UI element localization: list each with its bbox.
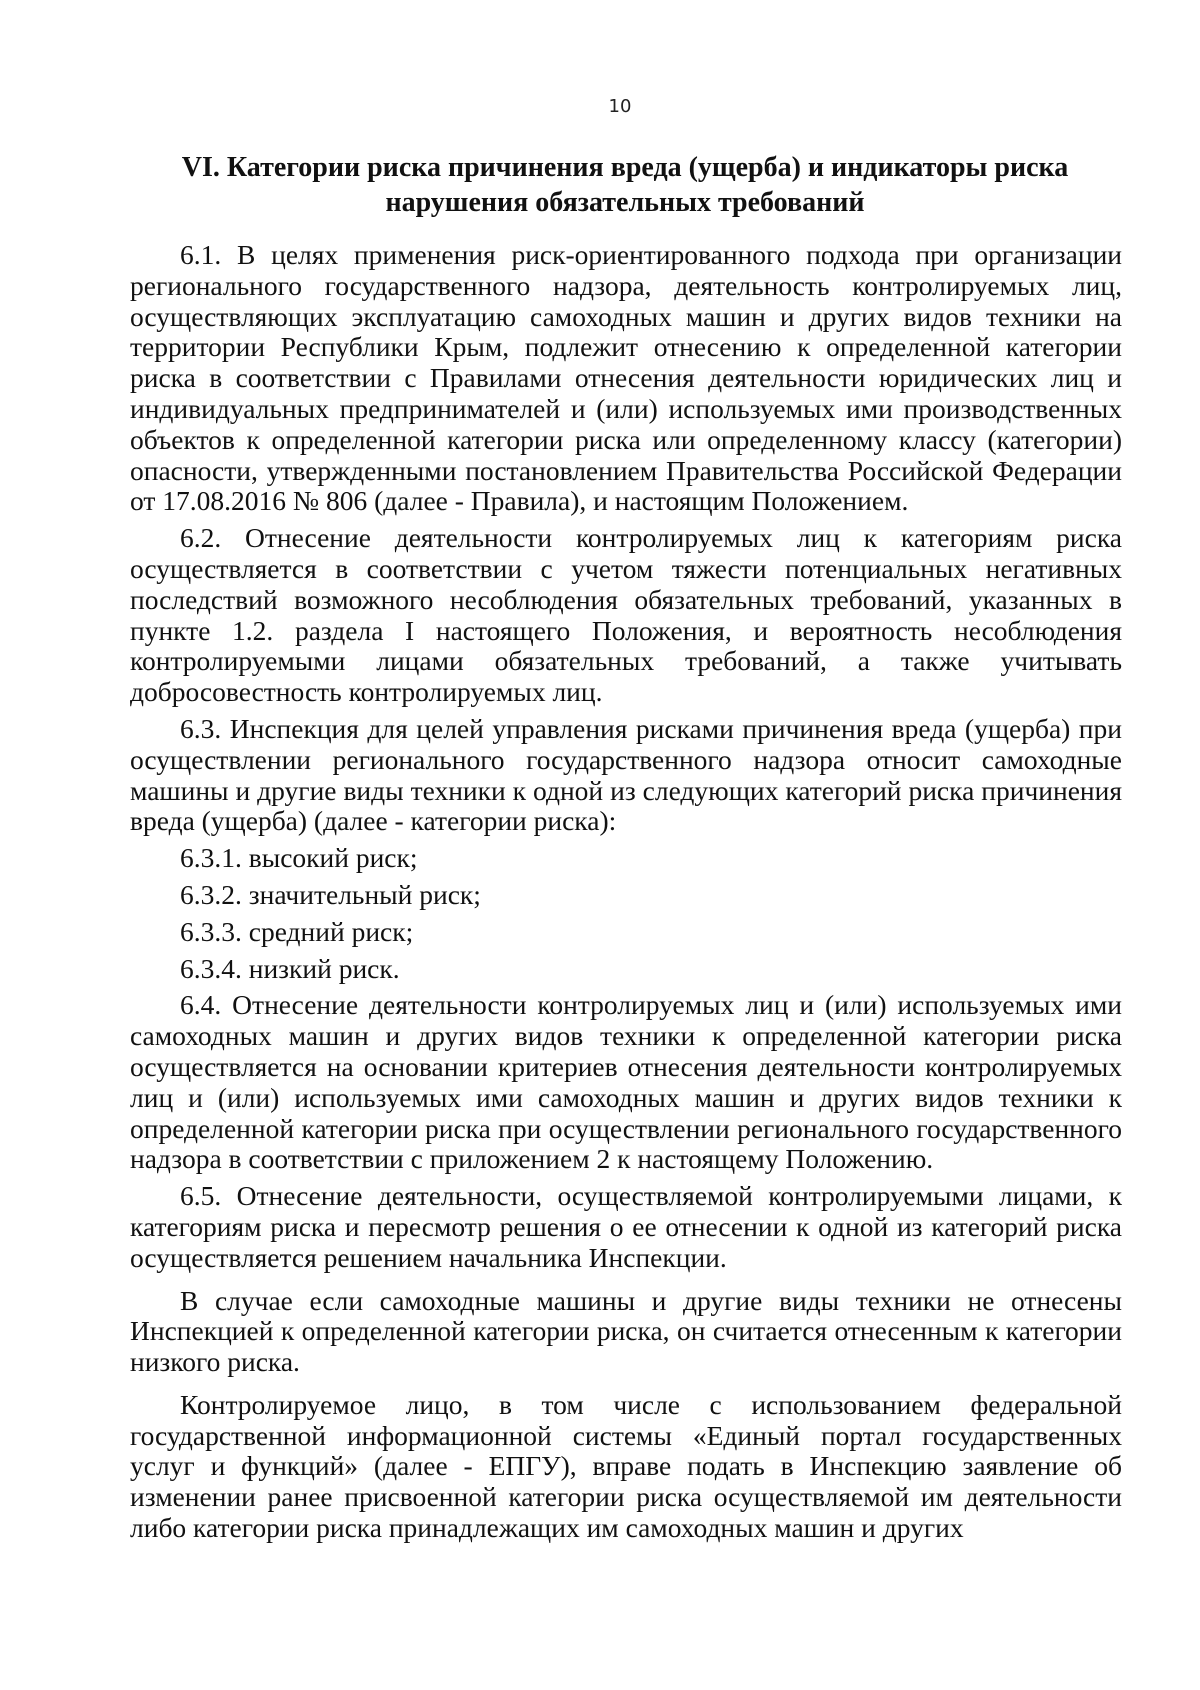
list-item-6-3-4: 6.3.4. низкий риск.: [180, 952, 400, 984]
paragraph-6-1: 6.1. В целях применения риск-ориентированного подхода при организации регионального государственного надзора, деятельность контролируемых лиц, осуществляющих эксплуатацию самоходных машин и других видов техники на территории Республики Крым, подлежит отнесению к определенной категории риска в соответствии с Правилами отнесения деятельности юридических лиц и индивидуальных предпринимателей и (или) используемых ими производственных объектов к определенной категории риска или определенному классу (категории) опасности, утвержденными постановлением Правительства Российской Федерации от 17.08.2016 № 806 (далее - Правила), и настоящим Положением.: [130, 239, 1122, 517]
paragraph-6-4: 6.4. Отнесение деятельности контролируемых лиц и (или) используемых ими самоходных машин и других видов техники к определенной категории риска осуществляется на основании критериев отнесения деятельности контролируемых лиц и (или) используемых ими самоходных машин и других видов техники к определенной категории риска при осуществлении регионального государственного надзора в соответствии с приложением 2 к настоящему Положению.: [130, 989, 1122, 1175]
paragraph-change-request: Контролируемое лицо, в том числе с использованием федеральной государственной информационной системы «Единый портал государственных услуг и функций» (далее - ЕПГУ), вправе подать в Инспекцию заявление об изменении ранее присвоенной категории риска осуществляемой им деятельности либо категории риска принадлежащих им самоходных машин и других: [130, 1388, 1122, 1544]
list-item-6-3-1: 6.3.1. высокий риск;: [180, 842, 418, 874]
paragraph-6-2: 6.2. Отнесение деятельности контролируемых лиц к категориям риска осуществляется в соответствии с учетом тяжести потенциальных негативных последствий возможного несоблюдения обязательных требований, указанных в пункте 1.2. раздела I настоящего Положения, и вероятность несоблюдения контролируемыми лицами обязательных требований, а также учитывать добросовестность контролируемых лиц.: [130, 522, 1122, 708]
paragraph-6-3: 6.3. Инспекция для целей управления рисками причинения вреда (ущерба) при осуществлении регионального государственного надзора относит самоходные машины и другие виды техники к одной из следующих категорий риска причинения вреда (ущерба) (далее - категории риска):: [130, 712, 1122, 837]
paragraph-low-risk-default: В случае если самоходные машины и другие виды техники не отнесены Инспекцией к определенной категории риска, он считается отнесенным к категории низкого риска.: [130, 1284, 1122, 1378]
section-heading-line-2: нарушения обязательных требований: [385, 187, 865, 218]
list-item-6-3-3: 6.3.3. средний риск;: [180, 915, 414, 947]
section-heading-line-1: VI. Категории риска причинения вреда (ущерба) и индикаторы риска: [181, 152, 1069, 183]
document-body: [130, 240, 1122, 1544]
section-heading: [130, 150, 1120, 220]
paragraph-6-5: 6.5. Отнесение деятельности, осуществляемой контролируемыми лицами, к категориям риска и пересмотр решения о ее отнесении к одной из категорий риска осуществляется решением начальника Инспекции.: [130, 1180, 1122, 1273]
list-item-6-3-2: 6.3.2. значительный риск;: [180, 878, 481, 910]
page-number: 10: [608, 96, 632, 117]
